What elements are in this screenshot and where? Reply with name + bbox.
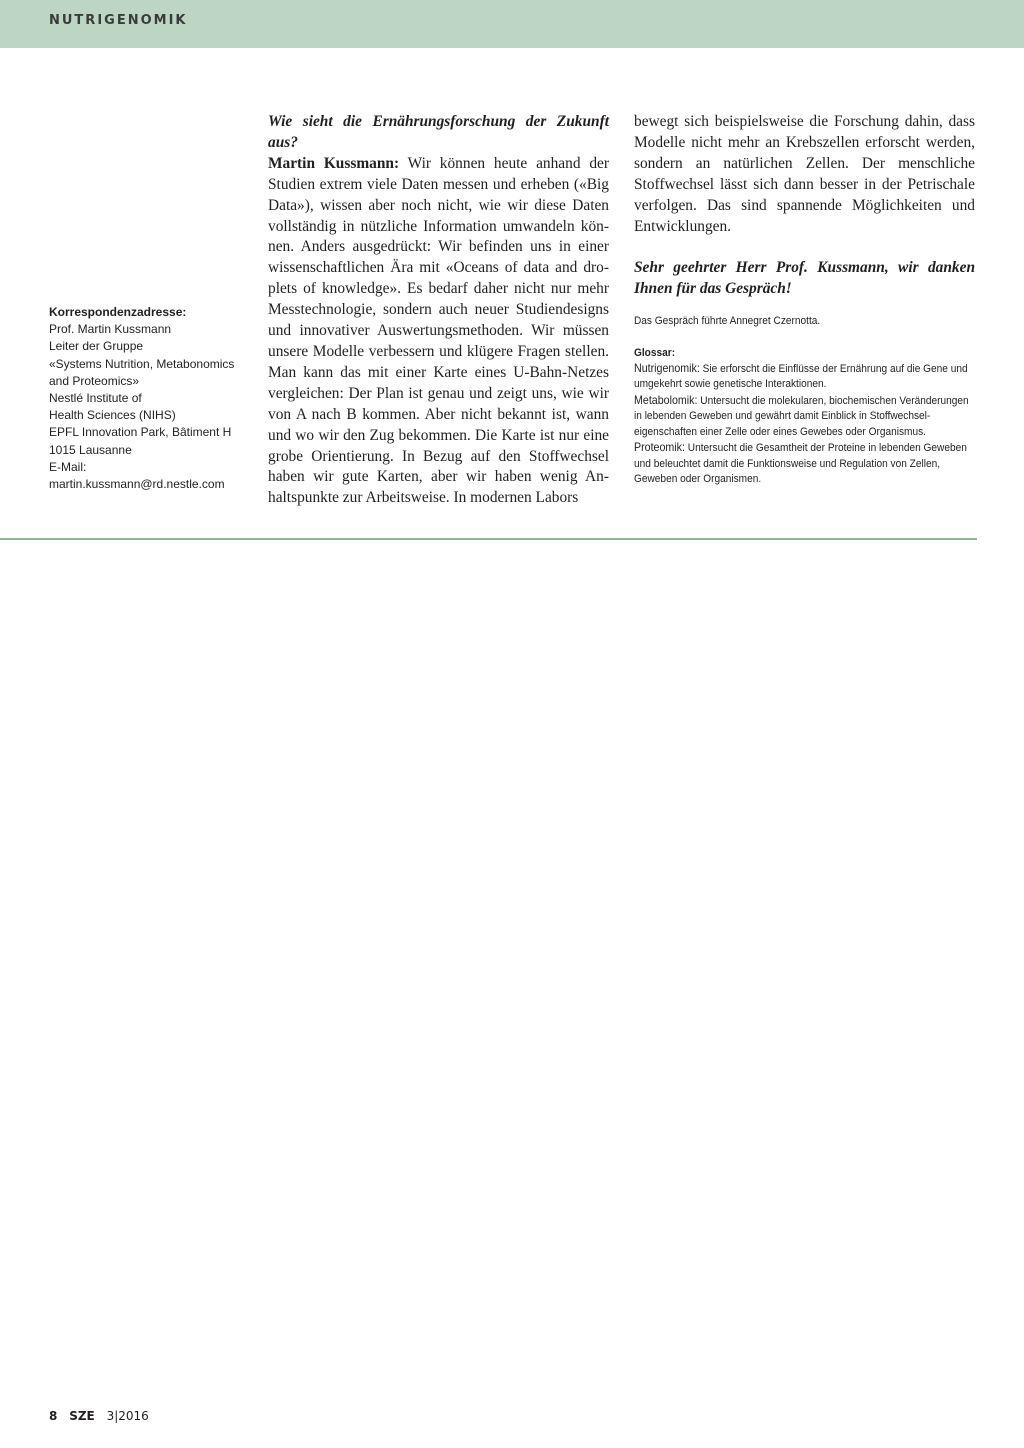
address-line: «Systems Nutrition, Metabonomics bbox=[49, 356, 235, 371]
answer-continuation: bewegt sich beispielsweise die Forschung dahin, dass Modelle nicht mehr an Krebszellen erforscht werden, sondern an natürlichen Zellen. Der menschliche Stoffwechsel lässt sich dann besser in der Petrischale verfolgen. Das sind spannende Möglichkeiten und Entwicklungen. bbox=[634, 113, 975, 235]
speaker-name: Martin Kussmann: bbox=[268, 154, 400, 172]
glossary-title: Glossar: bbox=[634, 346, 676, 359]
glossary-definition: Untersucht die molekularen, biochemischen Veränderungen in lebenden Geweben und gewährt damit Einblick in Stoffwechseleigenschaften einer Zelle oder eines Gewebes oder Organismus. bbox=[634, 394, 969, 438]
page-footer bbox=[49, 1409, 149, 1423]
glossary-term: Metabolomik: bbox=[634, 393, 698, 407]
address-line: 1015 Lausanne bbox=[49, 442, 132, 457]
correspondence-address bbox=[49, 304, 239, 493]
glossary-entry bbox=[634, 393, 976, 440]
glossary-entry bbox=[634, 440, 976, 487]
address-line: Leiter der Gruppe bbox=[49, 339, 144, 354]
issue-number: 3|2016 bbox=[106, 1409, 149, 1423]
header-band bbox=[0, 0, 1024, 48]
interview-question: Wie sieht die Ernährungsforschung der Zukunft aus? bbox=[268, 113, 609, 151]
glossary-entry bbox=[634, 361, 976, 393]
section-divider bbox=[0, 538, 977, 540]
notes-block bbox=[634, 314, 976, 487]
glossary-definition: Untersucht die Gesamtheit der Proteine in lebenden Geweben und beleuchtet damit die Funktionsweise und Regulation von Zellen, Geweben oder Organismen. bbox=[634, 442, 967, 485]
address-line: and Proteomics» bbox=[49, 373, 140, 388]
page-number: 8 bbox=[49, 1409, 58, 1423]
address-line: Prof. Martin Kussmann bbox=[49, 322, 172, 337]
glossary-term: Proteomik: bbox=[634, 441, 685, 455]
journal-name: SZE bbox=[69, 1409, 95, 1423]
closing-remark: Sehr geehrter Herr Prof. Kussmann, wir danken Ihnen für das Gespräch! bbox=[634, 259, 975, 298]
glossary-term: Nutrigenomik: bbox=[634, 362, 700, 376]
address-line: Health Sciences (NIHS) bbox=[49, 408, 176, 423]
article-column-2 bbox=[634, 112, 975, 487]
glossary bbox=[634, 346, 976, 488]
article-column-1 bbox=[268, 112, 609, 509]
interview-answer bbox=[268, 154, 609, 509]
interview-credit: Das Gespräch führte Annegret Czernotta. bbox=[634, 315, 821, 328]
address-line: EPFL Innovation Park, Bâtiment H bbox=[49, 425, 232, 440]
answer-text: Wir können heute anhand der Studien extrem viele Daten messen und erheben («Big Data»), wissen aber noch nicht, wie wir diese Daten vollständig in nützliche Information umwandeln können. Anders ausgedrückt: Wir befinden uns in einer wissenschaftlichen Ära mit «Oceans of data and droplets of knowledge». Es bedarf daher nicht nur mehr Messtechnologie, sondern auch neuer Studiendesigns und innovativer Auswertungsmethoden. Wir müssen unsere Modelle verbessern und klügere Fragen stellen. Man kann das mit einer Karte eines U-Bahn-Netzes vergleichen: Der Plan ist genau und zeigt uns, wie wir von A nach B kommen. Aber nicht bekannt ist, wann und wo wir den Zug bekommen. Die Karte ist nur eine grobe Orientierung. In Bezug auf den Stoffwechsel haben wir gute Karten, aber wir haben wenig Anhaltspunkte zur Arbeitsweise. In modernen Labors bbox=[268, 154, 609, 507]
address-line: E-Mail: bbox=[49, 459, 87, 474]
email-address[interactable]: martin.kussmann@rd.nestle.com bbox=[49, 477, 225, 492]
address-line: Nestlé Institute of bbox=[49, 391, 142, 406]
correspondence-label: Korrespondenzadresse: bbox=[49, 305, 187, 319]
glossary-definition: Sie erforscht die Einflüsse der Ernährung auf die Gene und umgekehrt sowie genetische Interaktionen. bbox=[634, 363, 968, 391]
section-label: NUTRIGENOMIK bbox=[49, 13, 188, 28]
